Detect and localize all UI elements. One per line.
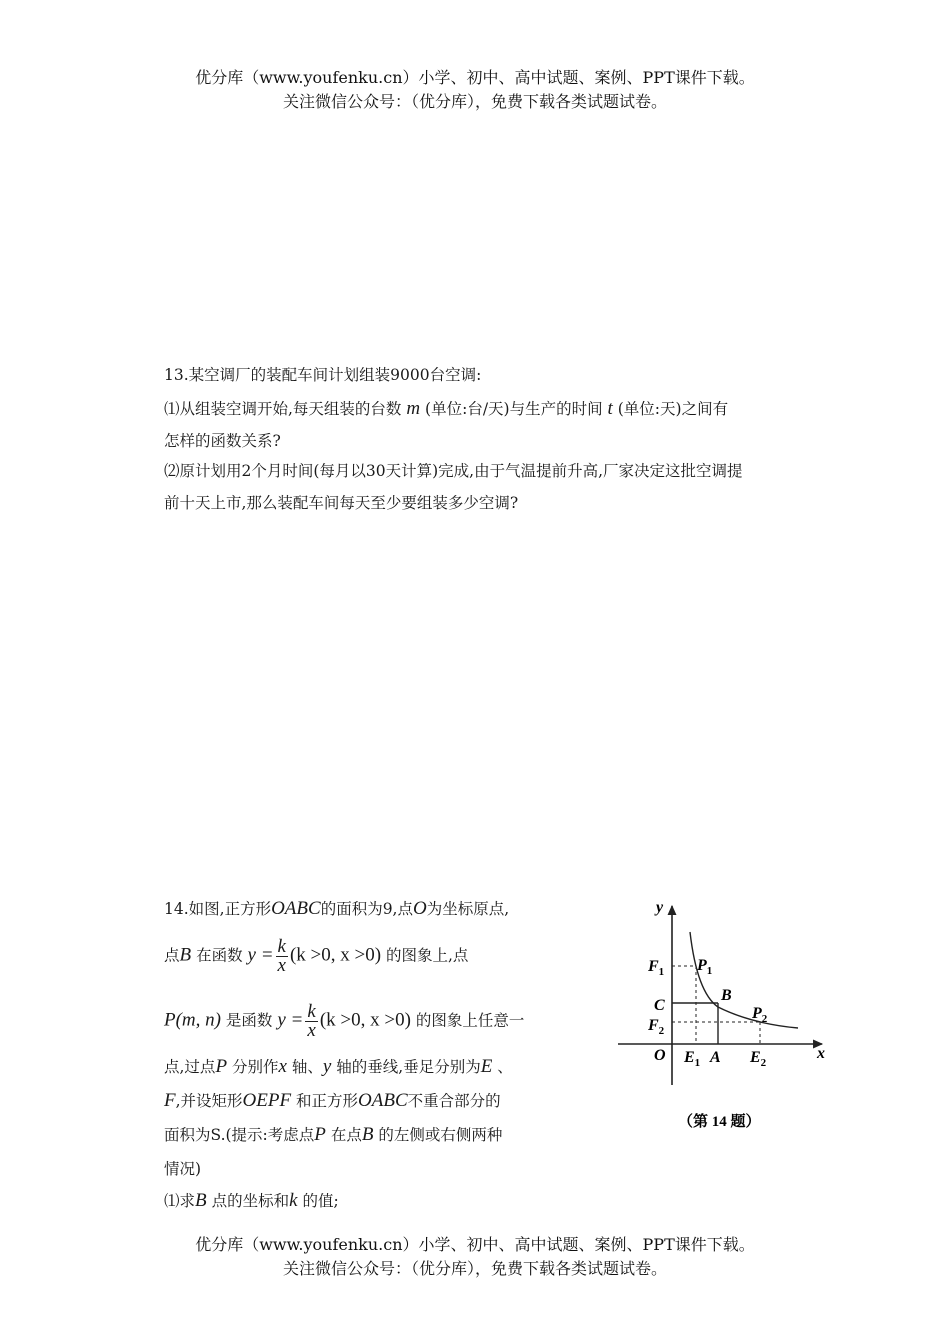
- label-C: C: [654, 997, 665, 1014]
- q14-line2: 点B 在函数 y = $\frac{k}{x}$ (k >0, x >0) 的图象上,点: [164, 936, 469, 976]
- label-x: x: [817, 1045, 825, 1062]
- q14-line1: 14.如图,正方形OABC的面积为9,点O为坐标原点,: [164, 898, 510, 919]
- page-header-line1: 优分库（www.youfenku.cn）小学、初中、高中试题、案例、PPT课件下载。: [195, 68, 755, 87]
- var-t: t: [607, 398, 613, 419]
- page-footer-line2: 关注微信公众号：（优分库），免费下载各类试题试卷。: [282, 1259, 667, 1278]
- page-header-line2: 关注微信公众号：（优分库），免费下载各类试题试卷。: [282, 92, 667, 111]
- q14-line7: 情况): [164, 1160, 202, 1178]
- label-P2: $P_2$: [752, 1005, 768, 1025]
- q13-title: 13.某空调厂的装配车间计划组装9000台空调:: [164, 366, 482, 384]
- q13-part2-line2: 前十天上市,那么装配车间每天至少要组装多少空调?: [164, 494, 519, 512]
- q14-part1: ⑴求B 点的坐标和k 的值;: [164, 1190, 339, 1211]
- fraction-k-over-x-2: $\frac{k}{x}$: [307, 1001, 316, 1041]
- figure-caption: （第 14 题）: [678, 1114, 761, 1130]
- q14-figure: [600, 890, 850, 1140]
- hyperbola-curve: [690, 932, 798, 1028]
- label-A: A: [710, 1049, 721, 1066]
- label-B: B: [721, 987, 732, 1004]
- label-E1: $E_1$: [684, 1049, 701, 1069]
- q14-line4: 点,过点P 分别作x 轴、y 轴的垂线,垂足分别为E 、: [164, 1056, 513, 1077]
- q14-line3: P(m, n) 是函数 y = $\frac{k}{x}$ (k >0, x >0) 的图象上任意一: [164, 1001, 525, 1041]
- var-m: m: [406, 398, 421, 419]
- fraction-k-over-x: $\frac{k}{x}$: [277, 936, 286, 976]
- label-O: O: [654, 1047, 666, 1064]
- q13-part1-line1: ⑴从组装空调开始,每天组装的台数 m (单位:台/天)与生产的时间 t (单位:天)之间有: [164, 398, 729, 419]
- label-F1: $F_1$: [648, 958, 665, 978]
- q13-part1-line2: 怎样的函数关系?: [164, 432, 281, 450]
- q14-line5: F,并设矩形OEPF 和正方形OABC不重合部分的: [164, 1090, 501, 1111]
- label-y: y: [656, 899, 664, 916]
- label-E2: $E_2$: [750, 1049, 767, 1069]
- q13-part2-line1: ⑵原计划用2个月时间(每月以30天计算)完成,由于气温提前升高,厂家决定这批空调提: [164, 462, 743, 480]
- label-F2: $F_2$: [648, 1017, 665, 1037]
- q14-line6: 面积为S.(提示:考虑点P 在点B 的左侧或右侧两种: [164, 1124, 503, 1145]
- label-P1: $P_1$: [697, 957, 713, 977]
- page-footer-line1: 优分库（www.youfenku.cn）小学、初中、高中试题、案例、PPT课件下载。: [195, 1235, 755, 1254]
